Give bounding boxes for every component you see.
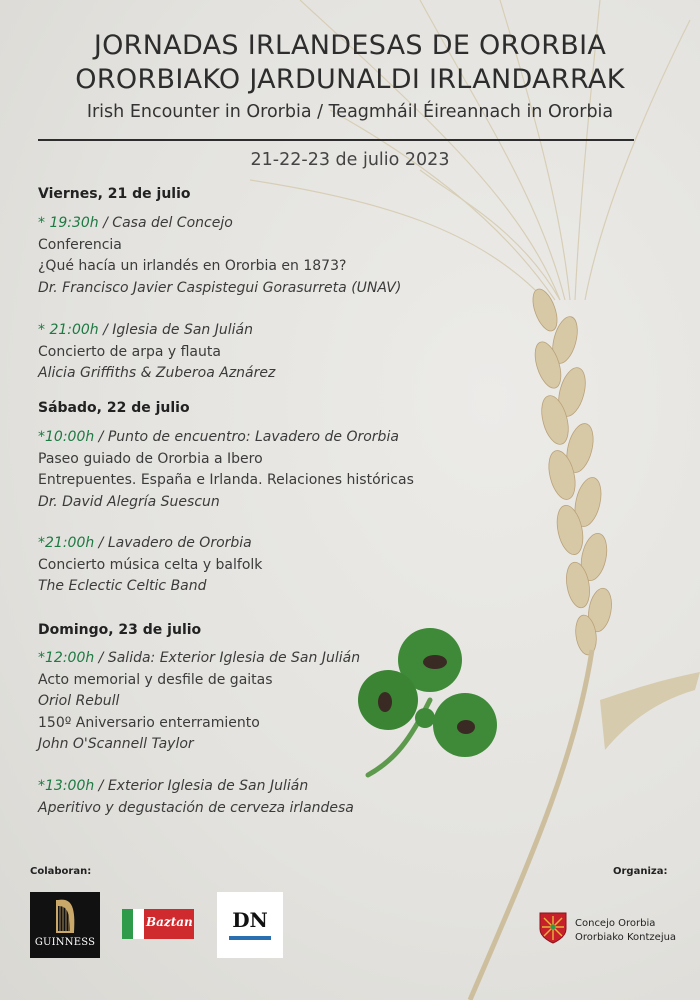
event-line: Conferencia xyxy=(38,236,122,253)
day-heading-saturday: Sábado, 22 de julio xyxy=(38,400,190,416)
event-time: *10:00h xyxy=(38,429,95,445)
dn-logo xyxy=(217,892,283,958)
harp-icon xyxy=(30,892,100,942)
subtitle: Irish Encounter in Ororbia / Teagmháil Éireannach in Ororbia xyxy=(86,102,614,122)
event-item xyxy=(38,648,360,756)
event-item xyxy=(38,427,414,513)
navarre-shield-icon xyxy=(538,911,568,945)
event-item xyxy=(38,320,275,385)
organizer-name: Concejo Ororbia xyxy=(575,918,656,929)
event-place: / Casa del Concejo xyxy=(98,215,233,231)
event-time: *21:00h xyxy=(38,535,95,551)
event-place: / Exterior Iglesia de San Julián xyxy=(94,778,309,794)
event-line: ¿Qué hacía un irlandés en Ororbia en 1873? xyxy=(38,258,347,274)
header-divider xyxy=(38,139,634,141)
event-time: * 21:00h xyxy=(38,322,99,338)
event-line: Alicia Griffiths & Zuberoa Aznárez xyxy=(38,365,276,381)
event-time: * 19:30h xyxy=(38,215,99,231)
event-item xyxy=(38,213,401,299)
event-dates: 21-22-23 de julio 2023 xyxy=(250,150,450,170)
event-place: / Punto de encuentro: Lavadero de Ororbia xyxy=(94,429,399,445)
event-line: 150º Aniversario enterramiento xyxy=(38,714,260,731)
collaborators-label: Colaboran: xyxy=(30,866,92,877)
event-line: Oriol Rebull xyxy=(38,693,120,709)
event-line: Paseo guiado de Ororbia a Ibero xyxy=(38,450,263,467)
guinness-logo xyxy=(30,892,100,958)
event-line: Entrepuentes. España e Irlanda. Relaciones históricas xyxy=(38,472,414,488)
title-basque: ORORBIAKO JARDUNALDI IRLANDARRAK xyxy=(75,64,625,95)
guinness-wordmark: GUINNESS xyxy=(34,937,96,948)
event-line: Dr. Francisco Javier Caspistegui Gorasurreta (UNAV) xyxy=(38,279,402,296)
event-line: Concierto música celta y balfolk xyxy=(38,556,263,573)
event-line: Aperitivo y degustación de cerveza irlandesa xyxy=(38,799,354,816)
day-heading-sunday: Domingo, 23 de julio xyxy=(38,622,202,638)
event-line: The Eclectic Celtic Band xyxy=(38,578,207,594)
event-item xyxy=(38,533,262,598)
event-time: *12:00h xyxy=(38,650,95,666)
baztan-wordmark: Baztan xyxy=(146,915,193,929)
title-spanish: JORNADAS IRLANDESAS DE ORORBIA xyxy=(93,30,607,61)
event-item xyxy=(38,776,354,819)
dn-underline xyxy=(229,936,271,940)
dn-wordmark: DN xyxy=(232,908,268,932)
event-line: Acto memorial y desfile de gaitas xyxy=(38,671,273,688)
event-place: / Lavadero de Ororbia xyxy=(94,535,252,551)
event-place: / Salida: Exterior Iglesia de San Julián xyxy=(94,650,361,666)
event-place: / Iglesia de San Julián xyxy=(98,322,253,338)
event-time: *13:00h xyxy=(38,778,95,794)
event-line: Dr. David Alegría Suescun xyxy=(38,493,220,510)
organizer-name-basque: Ororbiako Kontzejua xyxy=(575,932,677,943)
event-line: John O'Scannell Taylor xyxy=(38,736,194,752)
baztan-stripe xyxy=(122,909,144,939)
event-line: Concierto de arpa y flauta xyxy=(38,343,221,360)
day-heading-friday: Viernes, 21 de julio xyxy=(38,186,191,202)
baztan-logo xyxy=(122,909,194,939)
organizer-label: Organiza: xyxy=(613,866,668,877)
clover-illustration xyxy=(358,628,497,775)
